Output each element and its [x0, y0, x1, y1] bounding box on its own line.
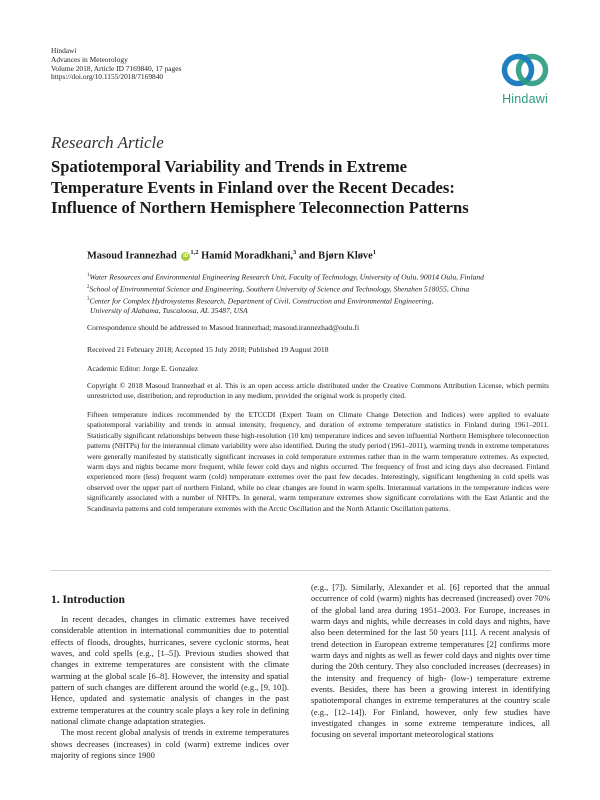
journal-name: Advances in Meteorology — [51, 54, 128, 64]
affiliation-line — [87, 306, 484, 316]
author-affil-sup: 1 — [372, 249, 376, 256]
publication-dates: Received 21 February 2018; Accepted 15 July 2018; Published 19 August 2018 — [87, 345, 329, 354]
hindawi-logo-text: Hindawi — [502, 92, 548, 106]
intro-column-right — [311, 582, 550, 741]
doi-link[interactable]: https://doi.org/10.1155/2018/7169840 — [51, 72, 164, 82]
affiliations — [87, 271, 484, 317]
title-line: Temperature Events in Finland over the Recent Decades: — [51, 177, 455, 197]
affil-text: University of Alabama, Tuscaloosa, AL 35487, USA — [90, 306, 248, 316]
author-affil-sup: 3 — [292, 249, 297, 256]
affil-sup: 3 — [87, 296, 90, 302]
abstract-text: Fifteen temperature indices recommended by the ETCCDI (Expert Team on Climate Change Detection and Indices) were applied to evaluate spatiotemporal variability and trends in annual intensity, frequency, and duration of extreme temperature statistics in Finland during 1961–2011. Statistically significant relationships between these high-resolution (10 km) temperature indices and seven influential Northern Hemisphere teleconnection patterns (NHTPs) for the interannual climate variability were also identified. During the study period (1961–2011), warming trends in extreme temperatures were generally manifested by statistically significant increases in cold temperature extremes rather than in the warm temperature extremes. As expected, warm days and nights became more frequent, while fewer cold days and nights occurred. The frequency of frost and icing days also decreased. Finland experienced more (less) frequent warm (cold) temperature extremes over the past few decades. Interestingly, significant lengthening in cold spells was observed over the upper part of northern Finland, while no clear changes are found in warm spells. Interannual variations in the temperature indices were significantly associated with a number of NHTPs. In general, warm temperature extremes show significant correlations with the East Atlantic and the Scandinavia patterns and cold temperature extremes with the Arctic Oscillation and the North Atlantic Oscillation patterns. — [87, 410, 549, 513]
paper-title — [51, 157, 551, 219]
affiliation-line — [87, 295, 484, 307]
author-name[interactable]: Masoud Irannezhad — [87, 250, 177, 262]
affiliation-line — [87, 271, 484, 283]
affil-sup: 1 — [87, 273, 90, 278]
author-name[interactable]: Hamid Moradkhani, — [201, 250, 293, 262]
paragraph: In recent decades, changes in climatic extremes have received considerable attention in international communities due to potential effects of floods, droughts, hurricanes, severe cyclonic storms, heat waves, and cold spells (e.g., [1–5]). Previous studies showed that changes in extreme temperatures are consistent with the climate warming at the global scale [6–8]. However, the intensity and spatial pattern of such changes are different around the world (e.g., [9, 10]). Hence, updated and systematic analysis of changes in the past extreme temperatures at the country scale plays a key role in defining national climate change adaptation strategies. — [51, 614, 289, 727]
article-type: Research Article — [51, 133, 164, 152]
volume-line: Volume 2018, Article ID 7169840, 17 pages — [51, 63, 182, 73]
academic-editor: Academic Editor: Jorge E. Gonzalez — [87, 364, 198, 373]
title-line: Spatiotemporal Variability and Trends in Extreme — [51, 157, 408, 176]
abstract — [87, 410, 549, 514]
copyright-notice: Copyright © 2018 Masoud Irannezhad et al. This is an open access article distributed under the Creative Commons Attribution License, which permits unrestricted use, distribution, and reproduction in any medium, provided the original work is properly cited. — [87, 381, 549, 400]
intro-column-left — [51, 614, 289, 761]
author-name[interactable]: and Bjørn Kløve — [298, 250, 373, 262]
correspondence: Correspondence should be addressed to Masoud Irannezhad; masoud.irannezhad@oulu.fi — [87, 323, 360, 332]
affil-text: School of Environmental Science and Engineering, Southern University of Science and Technology, Shenzhen 518055, China — [89, 284, 470, 294]
affiliation-line — [87, 283, 484, 295]
affil-text: Center for Complex Hydrosystems Research, Department of Civil, Construction and Environmental Engineering, — [89, 296, 434, 306]
publisher-name: Hindawi — [51, 46, 77, 55]
section-divider — [51, 570, 551, 571]
paragraph: The most recent global analysis of trends in extreme temperatures shows decreases (increases) in cold (warm) extreme indices over majority of regions since 1900 — [51, 727, 289, 761]
affil-text: Water Resources and Environmental Engineering Research Unit, Faculty of Technology, University of Oulu, 90014 Oulu, Finland — [89, 272, 484, 282]
title-line: Influence of Northern Hemisphere Teleconnection Patterns — [51, 198, 469, 217]
author-affil-sup: 1,2 — [190, 249, 199, 256]
author-list — [87, 249, 376, 261]
orcid-icon[interactable]: iD — [183, 252, 189, 259]
paragraph: (e.g., [7]). Similarly, Alexander et al. [6] reported that the annual occurrence of cold (warm) nights has decreased (increased) over 70% of the global land area during 1951–2003. For Europe, increases in warm days and nights, while decreases in cold days and nights, have also been determined for the last 50 years [11]. A recent analysis of trend detection in European extreme temperatures [2] confirms more warm days and nights as well as fewer cold days and nights over time during the 20th century. They also concluded increases (decreases) in the intensity and frequency of high- (low-) temperature extreme events. Besides, there has been a growing interest in identifying spatiotemporal changes in extreme temperatures at the country scale (e.g., [12–14]). For Finland, however, only few studies have investigated changes in some extreme temperature indices, all focusing on several important meteorological stations — [311, 582, 550, 740]
affil-sup: 2 — [87, 284, 90, 290]
journal-meta — [51, 47, 181, 82]
section-heading: 1. Introduction — [51, 594, 125, 606]
